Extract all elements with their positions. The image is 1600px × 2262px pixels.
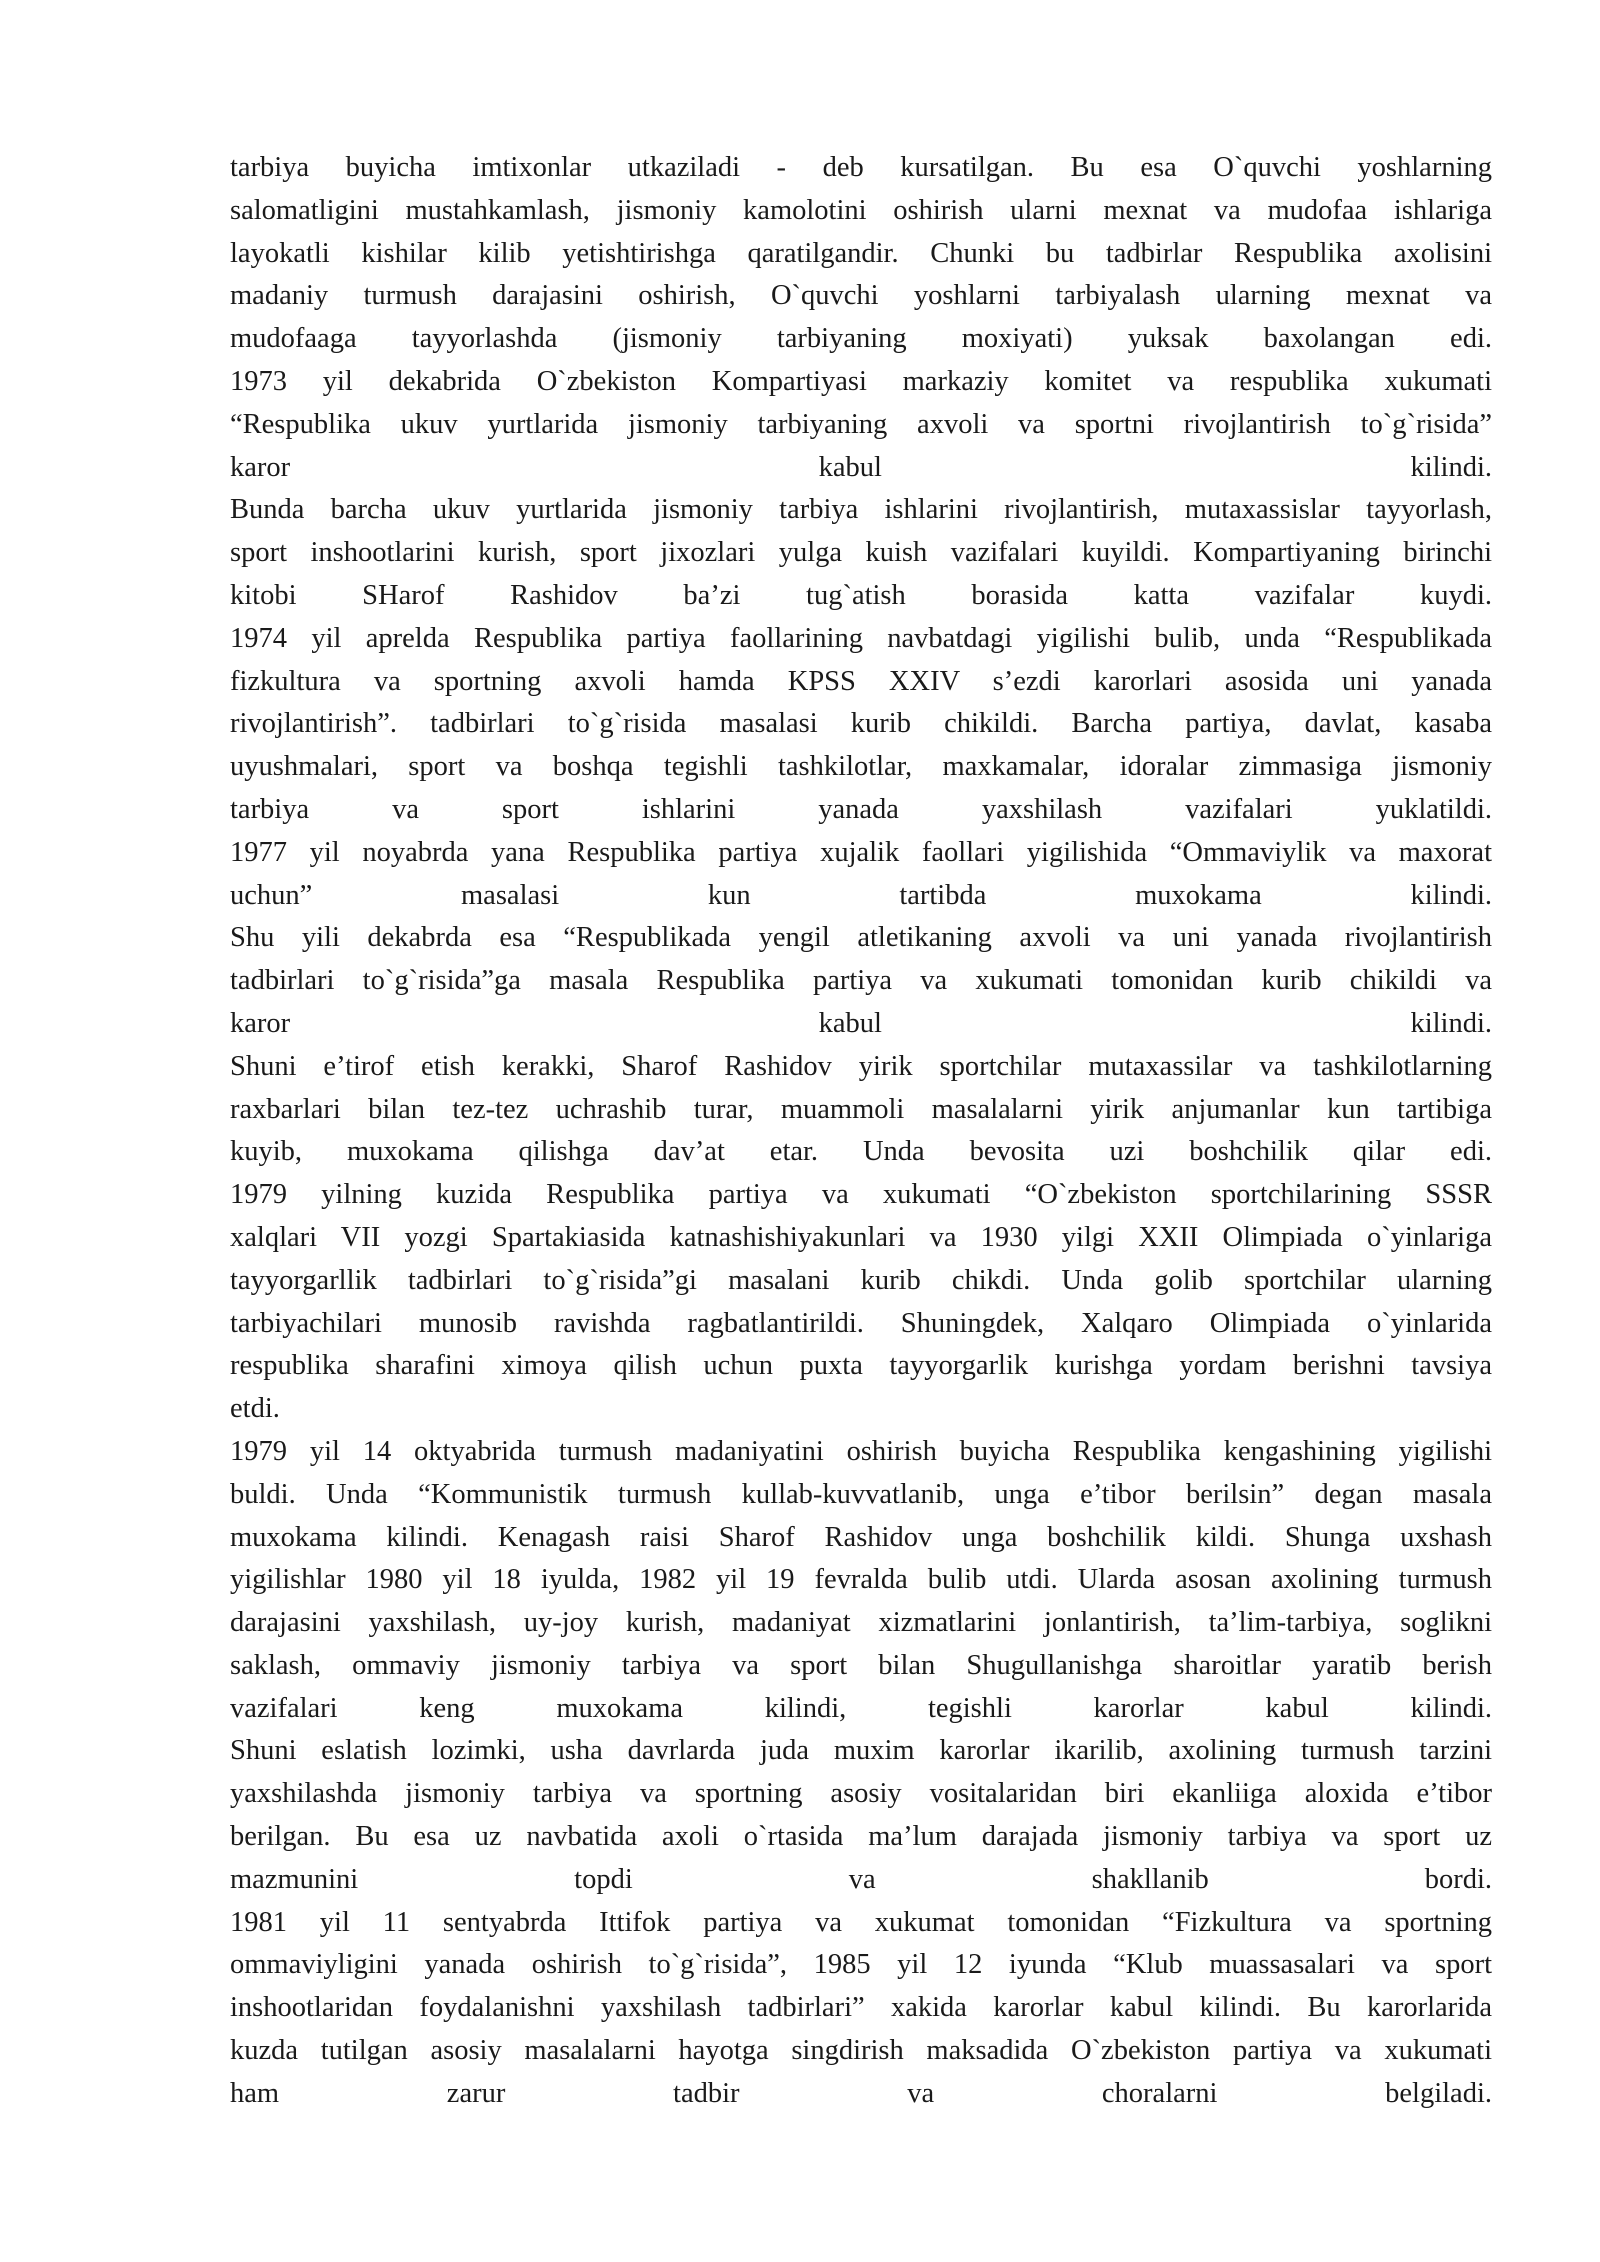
text-line: raxbarlari bilan tez-tez uchrashib turar, muammoli masalalarni yirik anjumanlar kun tartibiga (230, 1093, 1492, 1125)
text-line: saklash, ommaviy jismoniy tarbiya va sport bilan Shugullanishga sharoitlar yaratib berish (230, 1649, 1492, 1681)
text-line: respublika sharafini ximoya qilish uchun puxta tayyorgarlik kurishga yordam berishni tavsiya (230, 1350, 1492, 1382)
paragraph (230, 1431, 1492, 1731)
text-line: 1981 yil 11 sentyabrda Ittifok partiya va xukumat tomonidan “Fizkultura va sportning (230, 1906, 1492, 1938)
paragraph (230, 361, 1492, 489)
text-line: uchun” masalasi kun tartibda muxokama kilindi. (230, 879, 1492, 911)
document-body (230, 147, 1492, 2116)
text-line: 1979 yil 14 oktyabrida turmush madaniyatini oshirish buyicha Respublika kengashining yigilishi (230, 1435, 1492, 1467)
text-line: fizkultura va sportning axvoli hamda KPSS XXIV s’ezdi karorlari asosida uni yanada (230, 665, 1492, 697)
paragraph (230, 1730, 1492, 1901)
text-line: 1977 yil noyabrda yana Respublika partiya xujalik faollari yigilishida “Ommaviylik va maxorat (230, 836, 1492, 868)
paragraph (230, 1046, 1492, 1174)
text-line: Shuni e’tirof etish kerakki, Sharof Rashidov yirik sportchilar mutaxassilar va tashkilotlarning (230, 1050, 1492, 1082)
paragraph (230, 618, 1492, 832)
text-line: mudofaaga tayyorlashda (jismoniy tarbiyaning moxiyati) yuksak baxolangan edi. (230, 323, 1492, 355)
text-line: tayyorgarllik tadbirlari to`g`risida”gi masalani kurib chikdi. Unda golib sportchilar ularning (230, 1264, 1492, 1296)
paragraph (230, 147, 1492, 361)
text-line: madaniy turmush darajasini oshirish, O`quvchi yoshlarni tarbiyalash ularning mexnat va (230, 280, 1492, 312)
text-line: Shuni eslatish lozimki, usha davrlarda juda muxim karorlar ikarilib, axolining turmush tarzini (230, 1735, 1492, 1767)
paragraph (230, 489, 1492, 617)
text-line: tarbiya buyicha imtixonlar utkaziladi - deb kursatilgan. Bu esa O`quvchi yoshlarning (230, 152, 1492, 183)
text-line: layokatli kishilar kilib yetishtirishga qaratilgandir. Chunki bu tadbirlar Respublika axolisini (230, 237, 1492, 269)
paragraph (230, 832, 1492, 918)
text-line: Bunda barcha ukuv yurtlarida jismoniy tarbiya ishlarini rivojlantirish, mutaxassislar tayyorlash, (230, 494, 1492, 526)
text-line: kitobi SHarof Rashidov ba’zi tug`atish borasida katta vazifalar kuydi. (230, 579, 1492, 611)
paragraph (230, 1174, 1492, 1431)
text-line: inshootlaridan foydalanishni yaxshilash tadbirlari” xakida karorlar kabul kilindi. Bu karorlarida (230, 1992, 1492, 2024)
text-line: Shu yili dekabrda esa “Respublikada yengil atletikaning axvoli va uni yanada rivojlantirish (230, 922, 1492, 954)
text-line: berilgan. Bu esa uz navbatida axoli o`rtasida ma’lum darajada jismoniy tarbiya va sport uz (230, 1821, 1492, 1853)
text-line: xalqlari VII yozgi Spartakiasida katnashishiyakunlari va 1930 yilgi XXII Olimpiada o`yinlariga (230, 1221, 1492, 1253)
text-line: rivojlantirish”. tadbirlari to`g`risida masalasi kurib chikildi. Barcha partiya, davlat, kasaba (230, 708, 1492, 740)
paragraph (230, 1902, 1492, 2116)
text-line: sport inshootlarini kurish, sport jixozlari yulga kuish vazifalari kuyildi. Kompartiyaning birinchi (230, 537, 1492, 569)
text-line: kuyib, muxokama qilishga dav’at etar. Unda bevosita uzi boshchilik qilar edi. (230, 1136, 1492, 1168)
text-line: darajasini yaxshilash, uy-joy kurish, madaniyat xizmatlarini jonlantirish, ta’lim-tarbiya, soglikni (230, 1607, 1492, 1639)
text-line: yaxshilashda jismoniy tarbiya va sportning asosiy vositalaridan biri ekanliiga aloxida e’tibor (230, 1778, 1492, 1810)
text-line: buldi. Unda “Kommunistik turmush kullab-kuvvatlanib, unga e’tibor berilsin” degan masala (230, 1478, 1492, 1510)
text-line: 1979 yilning kuzida Respublika partiya va xukumati “O`zbekiston sportchilarining SSSR (230, 1179, 1492, 1211)
text-line: 1974 yil aprelda Respublika partiya faollarining navbatdagi yigilishi bulib, unda “Respublikada (230, 622, 1492, 654)
paragraph (230, 917, 1492, 1045)
text-line: vazifalari keng muxokama kilindi, tegishli karorlar kabul kilindi. (230, 1692, 1492, 1724)
text-line: tarbiya va sport ishlarini yanada yaxshilash vazifalari yuklatildi. (230, 793, 1492, 825)
text-line: tadbirlari to`g`risida”ga masala Respublika partiya va xukumati tomonidan kurib chikildi va (230, 965, 1492, 997)
text-line: uyushmalari, sport va boshqa tegishli tashkilotlar, maxkamalar, idoralar zimmasiga jismoniy (230, 751, 1492, 783)
text-line: muxokama kilindi. Kenagash raisi Sharof Rashidov unga boshchilik kildi. Shunga uxshash (230, 1521, 1492, 1553)
text-line: kuzda tutilgan asosiy masalalarni hayotga singdirish maksadida O`zbekiston partiya va xukumati (230, 2035, 1492, 2067)
text-line: 1973 yil dekabrida O`zbekiston Kompartiyasi markaziy komitet va respublika xukumati (230, 365, 1492, 397)
text-line: “Respublika ukuv yurtlarida jismoniy tarbiyaning axvoli va sportni rivojlantirish to`g`risida” (230, 408, 1492, 440)
text-line: mazmunini topdi va shakllanib bordi. (230, 1863, 1492, 1895)
text-line: karor kabul kilindi. (230, 451, 1492, 483)
text-line: yigilishlar 1980 yil 18 iyulda, 1982 yil 19 fevralda bulib utdi. Ularda asosan axolining turmush (230, 1564, 1492, 1596)
text-line: karor kabul kilindi. (230, 1007, 1492, 1039)
text-line: tarbiyachilari munosib ravishda ragbatlantirildi. Shuningdek, Xalqaro Olimpiada o`yinlarida (230, 1307, 1492, 1339)
text-line: ommaviyligini yanada oshirish to`g`risida”, 1985 yil 12 iyunda “Klub muassasalari va sport (230, 1949, 1492, 1981)
text-line: etdi. (230, 1393, 280, 1425)
text-line: salomatligini mustahkamlash, jismoniy kamolotini oshirish ularni mexnat va mudofaa ishlariga (230, 194, 1492, 226)
text-line: ham zarur tadbir va choralarni belgiladi. (230, 2077, 1492, 2109)
